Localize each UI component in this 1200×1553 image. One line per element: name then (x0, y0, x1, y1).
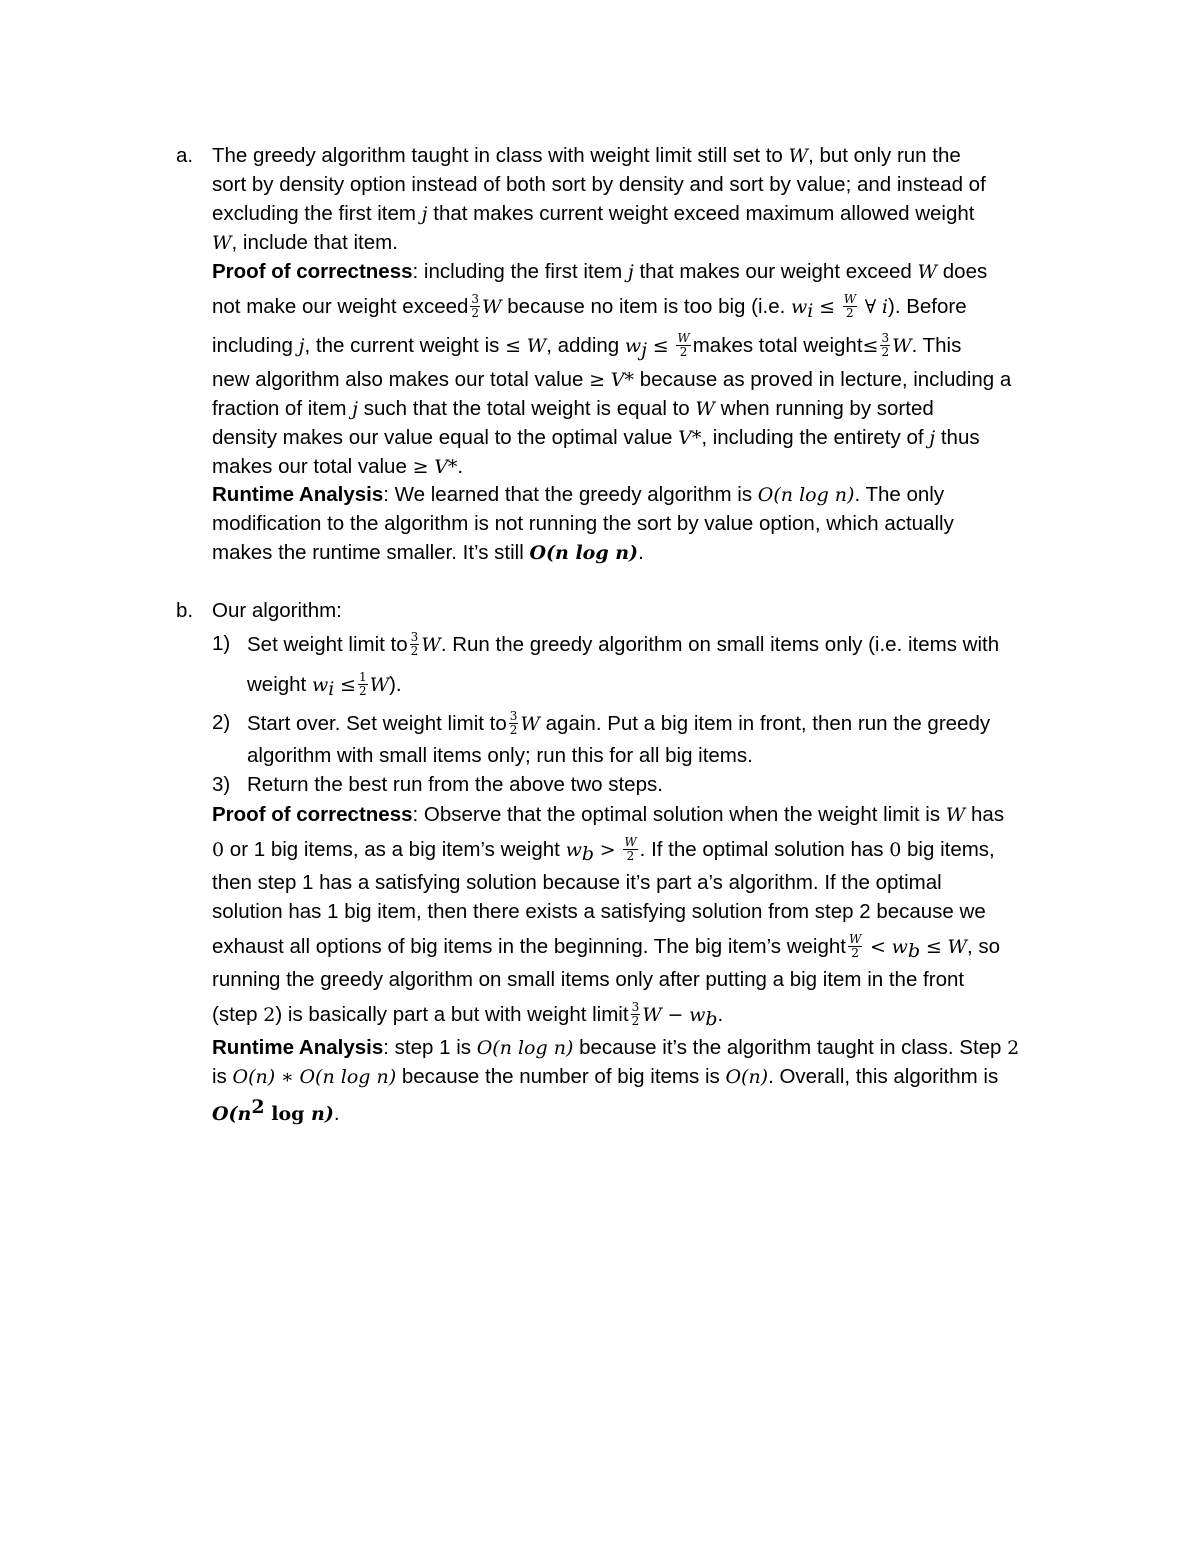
part-a-proof-line-4: new algorithm also makes our total value ≥ V* because as proved in lecture, including a (212, 368, 1012, 391)
part-b-proof-line-4: solution has 1 big item, then there exists a satisfying solution from step 2 because we (212, 900, 986, 923)
part-a-runtime-line-2: modification to the algorithm is not running the sort by value option, which actually (212, 512, 954, 535)
part-b-proof-line-3: then step 1 has a satisfying solution because it’s part a’s algorithm. If the optimal (212, 871, 942, 894)
part-a-runtime-line-1: Runtime Analysis: We learned that the greedy algorithm is O(n log n). The only (212, 483, 945, 506)
part-a-line-4: W, include that item. (212, 231, 398, 254)
part-a-line-1: The greedy algorithm taught in class with weight limit still set to W, but only run the (212, 144, 961, 167)
part-a-proof-line-7: makes our total value ≥ V*. (212, 455, 464, 478)
step-1-marker: 1) (212, 632, 231, 655)
part-b-runtime-line-2: is O(n) ∗ O(n log n) because the number of big items is O(n). Overall, this algorithm is (212, 1065, 999, 1088)
part-a-runtime-line-3: makes the runtime smaller. It’s still O(n log n). (212, 541, 644, 564)
step-3-marker: 3) (212, 773, 231, 796)
part-a-proof-line-5: fraction of item j such that the total weight is equal to W when running by sorted (212, 397, 934, 420)
part-b-marker: b. (176, 599, 194, 622)
part-b-runtime-line-3: $O(n^2$ log n). (212, 1096, 340, 1125)
part-b-proof-line-5: exhaust all options of big items in the beginning. The big item’s weight $\frac{W}{2}$ < $w_b \le W$, so (212, 932, 1001, 962)
runtime-label: Runtime Analysis (212, 483, 384, 506)
step-2-marker: 2) (212, 711, 231, 734)
part-a-proof-line-1: Proof of correctness: including the first item j that makes our weight exceed W does (212, 260, 988, 283)
proof-label: Proof of correctness (212, 260, 413, 283)
step-2-line-2: algorithm with small items only; run this for all big items. (247, 744, 753, 767)
part-b-proof-line-1: Proof of correctness: Observe that the optimal solution when the weight limit is W has (212, 803, 1005, 826)
step-1-line-2: weight $w_i$ ≤ $\frac{1}{2}$ W). (247, 670, 402, 700)
proof-label: Proof of correctness (212, 803, 413, 826)
runtime-label: Runtime Analysis (212, 1036, 384, 1059)
step-2-line-1: Start over. Set weight limit to $\frac{3}{2}$ W again. Put a big item in front, then run the greedy (247, 709, 991, 737)
part-b-proof-line-2: 0 or 1 big items, as a big item’s weight $w_b$ > $\frac{W}{2}$ . If the optimal solution has 0 big items, (212, 835, 995, 865)
step-1-line-1: Set weight limit to $\frac{3}{2}$ W. Run the greedy algorithm on small items only (i.e. items with (247, 630, 1000, 658)
part-b-proof-line-6: running the greedy algorithm on small items only after putting a big item in the front (212, 968, 965, 991)
part-a-marker: a. (176, 144, 194, 167)
part-a-line-2: sort by density option instead of both sort by density and sort by value; and instead of (212, 173, 986, 196)
part-a-proof-line-2: not make our weight exceed $\frac{3}{2}$ W because no item is too big (i.e. $w_i$ ≤ $\frac{W}{2}$ ∀ i). Before (212, 292, 967, 322)
part-b-runtime-line-1: Runtime Analysis: step 1 is O(n log n) because it’s the algorithm taught in class. Step 2 (212, 1036, 1020, 1059)
part-b-heading: Our algorithm: (212, 599, 342, 622)
part-a-proof-line-3: including j, the current weight is ≤ W, adding $w_j$ ≤ $\frac{W}{2}$ makes total weight≤ $\frac{3}{2}$ W. This (212, 331, 962, 361)
part-a-line-3: excluding the first item j that makes current weight exceed maximum allowed weight (212, 202, 975, 225)
part-a-proof-line-6: density makes our value equal to the optimal value V*, including the entirety of j thus (212, 426, 980, 449)
part-b-proof-line-7: (step 2) is basically part a but with weight limit $\frac{3}{2}$ $W - w_b$. (212, 1000, 724, 1030)
step-3-line-1: Return the best run from the above two steps. (247, 773, 663, 796)
